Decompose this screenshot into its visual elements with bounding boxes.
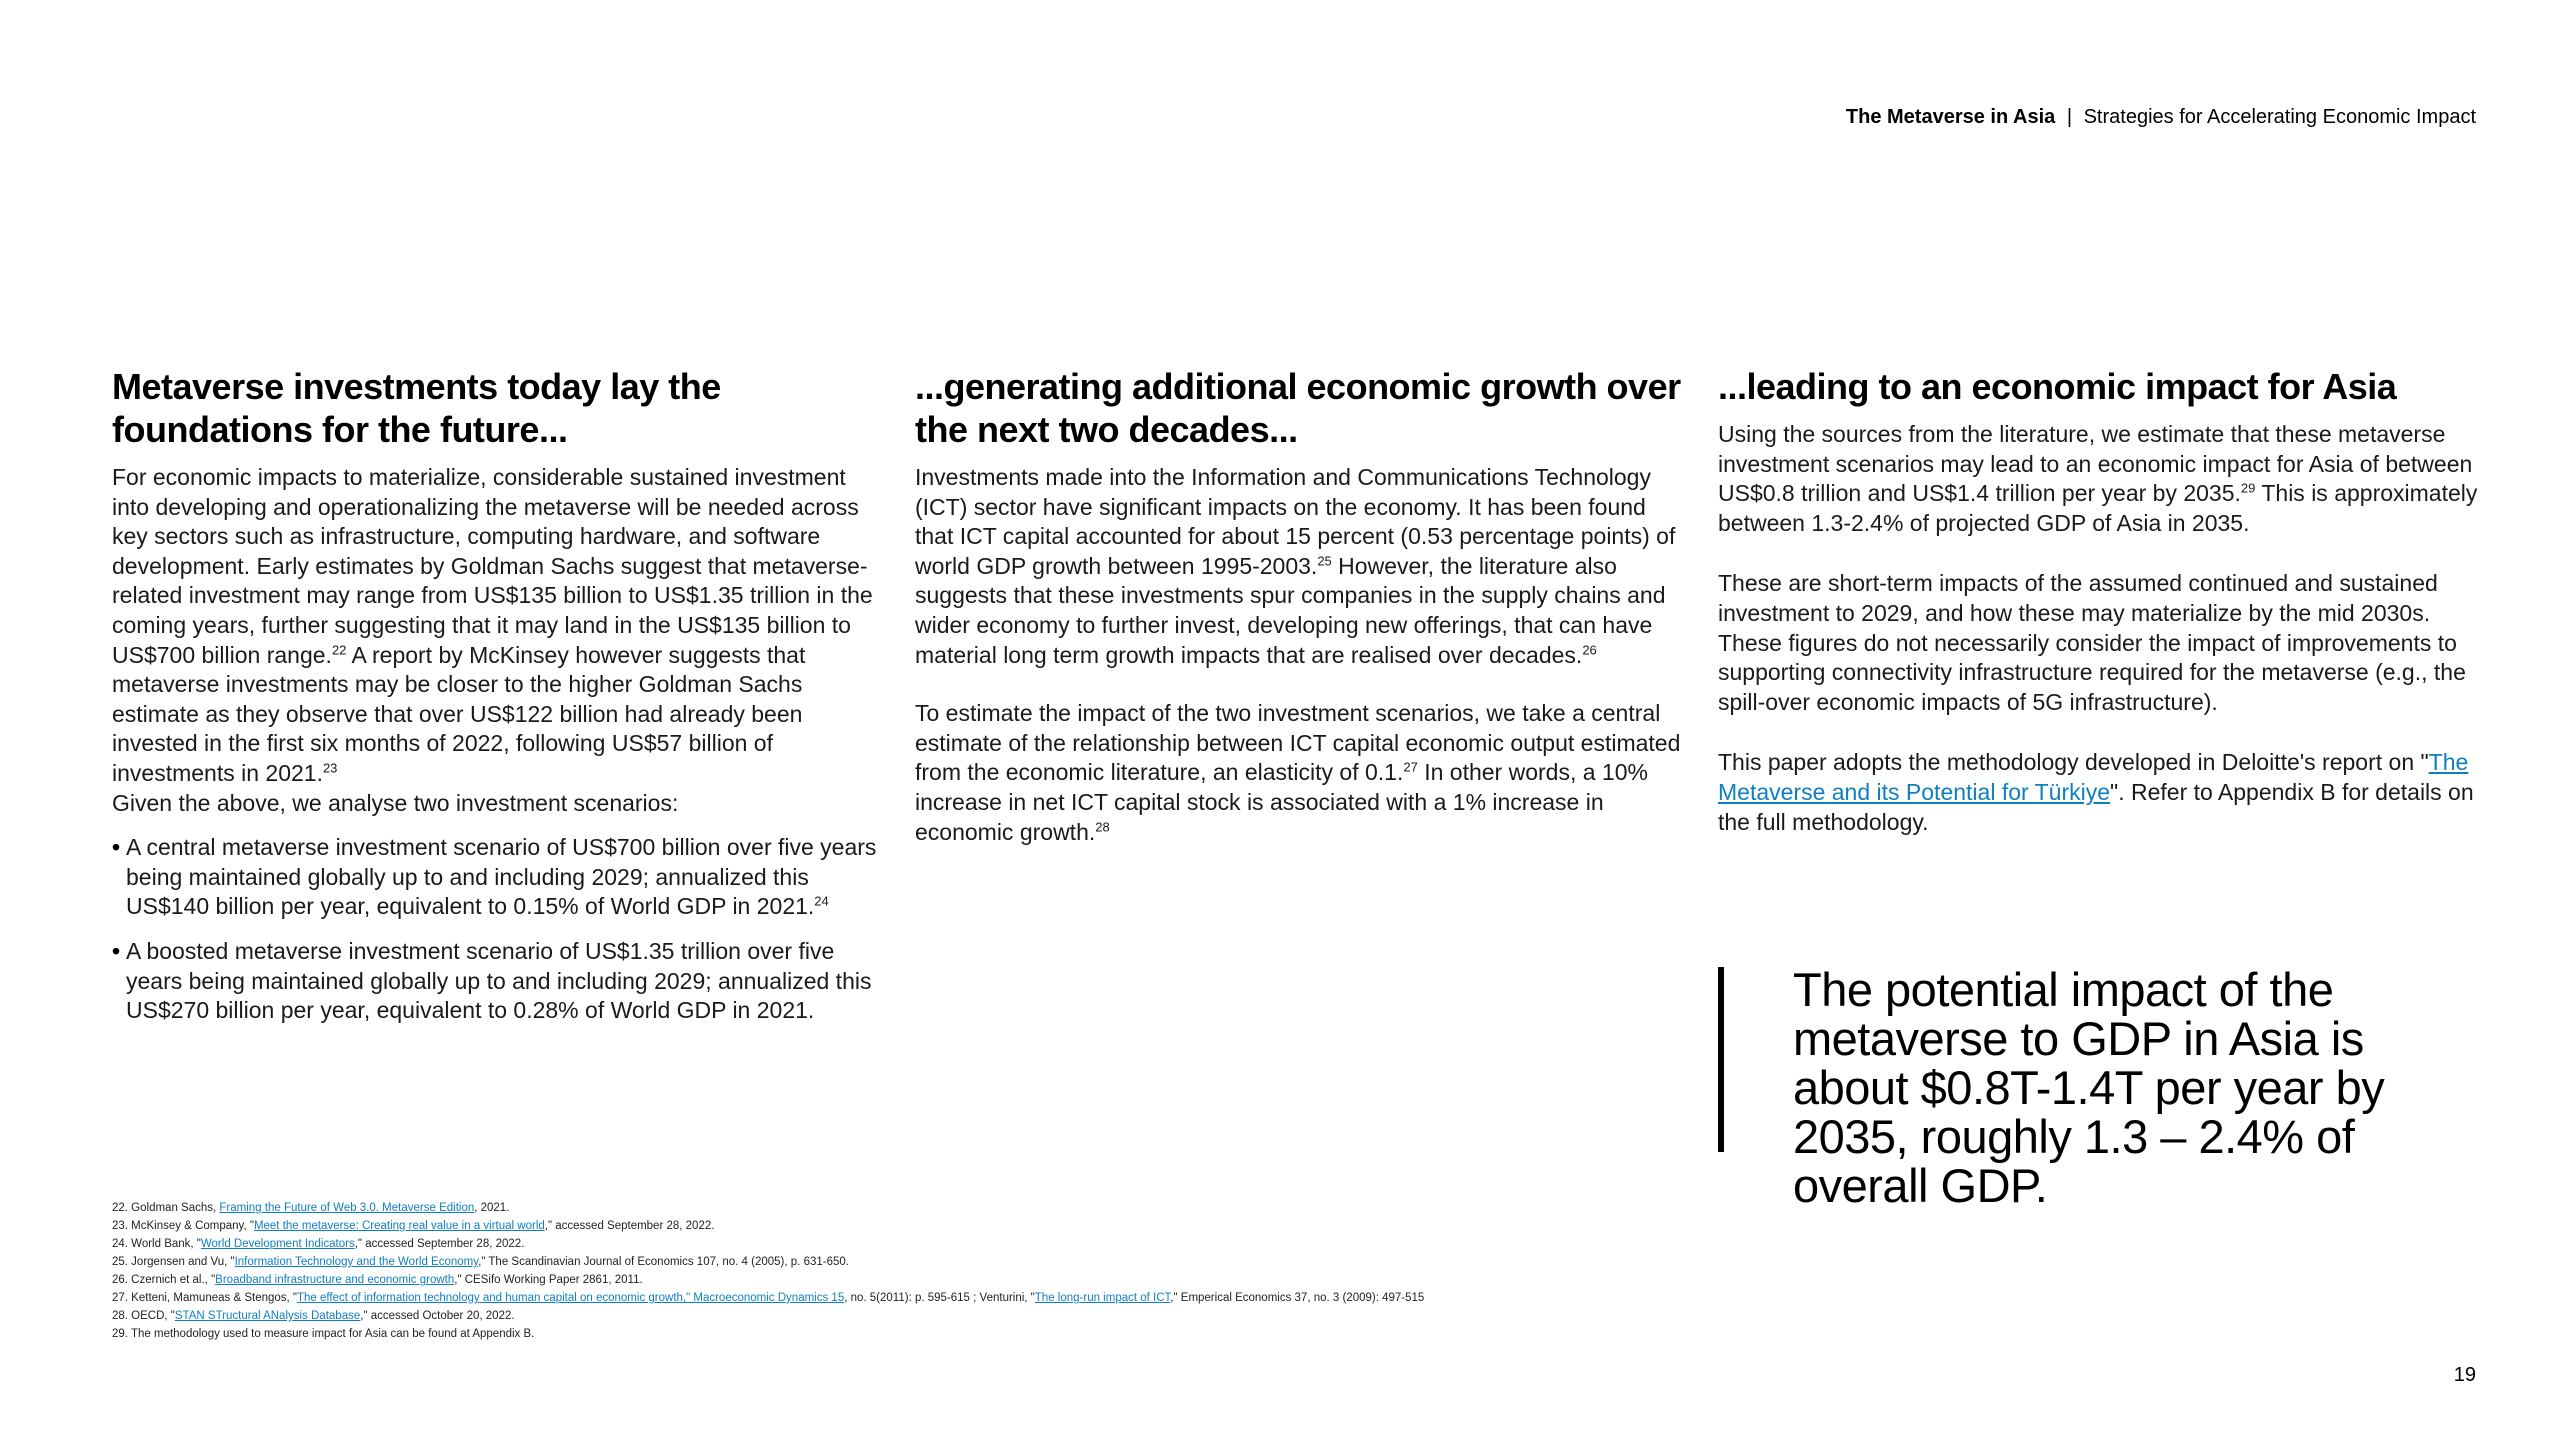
footnote-27 <box>112 1289 1912 1307</box>
footnotes <box>112 1199 1912 1343</box>
footnote-link[interactable]: The effect of information technology and human capital on economic growth," Macroeconomic Dynamics 15 <box>297 1292 845 1304</box>
quote-text: The potential impact of the metaverse to GDP in Asia is about $0.8T-1.4T per year by 2035, roughly 1.3 – 2.4% of overall GDP. <box>1793 963 2385 1212</box>
header-separator: | <box>2066 106 2073 128</box>
column-asia-impact <box>1718 365 2478 837</box>
footnote-25 <box>112 1253 1912 1271</box>
text-segment: However, the literature also suggests that these investments spur companies in the supply chains and wider economy to further invest, developing new offerings, that can have material long term growth impacts that are realised over decades. <box>915 552 1666 668</box>
text-segment: In other words, a 10% increase in net ICT capital stock is associated with a 1% increase in economic growth. <box>915 759 1648 845</box>
text-segment: Using the sources from the literature, we estimate that these metaverse investment scenarios may lead to an economic impact for Asia of between US$0.8 trillion and US$1.4 trillion per year by 2035. <box>1718 421 2473 507</box>
paragraph-investments <box>112 463 880 818</box>
turkiye-report-link[interactable]: The Metaverse and its Potential for Türkiye <box>1718 749 2469 805</box>
footnote-link[interactable]: Framing the Future of Web 3.0. Metaverse Edition <box>219 1202 475 1214</box>
report-subtitle: Strategies for Accelerating Economic Impact <box>2083 106 2476 128</box>
scenario-list <box>112 833 880 1026</box>
paragraph-methodology <box>1718 748 2478 837</box>
scenario-boosted <box>112 937 880 1026</box>
paragraph-short-term: These are short-term impacts of the assumed continued and sustained investment to 2029, and how these may materialize by the mid 2030s. These figures do not necessarily consider the impact of improvements to supporting connectivity infrastructure required for the metaverse (e.g., the spill-over economic impacts of 5G infrastructure). <box>1718 570 2466 715</box>
footnote-link[interactable]: Information Technology and the World Economy <box>234 1256 479 1268</box>
text-segment: Investments made into the Information and Communications Technology (ICT) sector have significant impacts on the economy. It has been found that ICT capital accounted for about 15 percent (0.53 percentage points) of world GDP growth between 1995-2003. <box>915 464 1676 579</box>
footnote-text: 26. Czernich et al., " <box>112 1274 216 1286</box>
footnote-link[interactable]: Broadband infrastructure and economic growth <box>215 1274 455 1286</box>
scenario-central <box>112 833 880 922</box>
page-number: 19 <box>2453 1364 2476 1386</box>
pull-quote <box>1718 963 2478 1212</box>
heading-asia-impact: ...leading to an economic impact for Asia <box>1718 366 2397 407</box>
footnote-23 <box>112 1217 1912 1235</box>
footnote-text: , no. 5(2011): p. 595-615 ; Venturini, " <box>844 1292 1035 1304</box>
text-segment: This paper adopts the methodology developed in Deloitte's report on " <box>1718 749 2429 776</box>
heading-growth: ...generating additional economic growth over the next two decades... <box>915 366 1681 450</box>
footnote-text: 28. OECD, " <box>112 1310 175 1322</box>
footnote-28 <box>112 1307 1912 1325</box>
column-investments <box>112 365 880 1041</box>
paragraph-estimate <box>1718 420 2478 538</box>
footnote-link[interactable]: Meet the metaverse: Creating real value in a virtual world <box>253 1220 545 1232</box>
footnote-text: ," accessed September 28, 2022. <box>544 1220 715 1232</box>
footnote-ref[interactable]: 23 <box>322 760 338 776</box>
footnote-text: ," accessed October 20, 2022. <box>360 1310 515 1322</box>
footnote-22 <box>112 1199 1912 1217</box>
footnote-ref[interactable]: 27 <box>1403 759 1418 775</box>
scenario-central-text: A central metaverse investment scenario of US$700 billion over five years being maintained globally up to and including 2029; annualized this US$140 billion per year, equivalent to 0.15% of World GDP in 2021. <box>126 834 877 920</box>
footnote-text: ," CESifo Working Paper 2861, 2011. <box>454 1274 643 1286</box>
paragraph-elasticity <box>915 699 1683 847</box>
footnote-link[interactable]: The long-run impact of ICT <box>1034 1292 1171 1304</box>
footnote-text: 27. Ketteni, Mamuneas & Stengos, " <box>112 1292 297 1304</box>
footnote-26 <box>112 1271 1912 1289</box>
text-segment: To estimate the impact of the two investment scenarios, we take a central estimate of the relationship between ICT capital economic output estimated from the economic literature, an elasticity of 0.1. <box>915 700 1681 786</box>
footnote-text: ," accessed September 28, 2022. <box>354 1238 525 1250</box>
heading-investments: Metaverse investments today lay the foundations for the future... <box>112 366 721 450</box>
footnote-text: 22. Goldman Sachs, <box>112 1202 220 1214</box>
footnote-ref[interactable]: 26 <box>1582 641 1597 657</box>
footnote-24 <box>112 1235 1912 1253</box>
footnote-text: 23. McKinsey & Company, " <box>112 1220 254 1232</box>
footnote-ref[interactable]: 28 <box>1095 818 1110 834</box>
paragraph-ict-impact <box>915 463 1683 670</box>
footnote-text: 24. World Bank, " <box>112 1238 201 1250</box>
footnote-text: 29. The methodology used to measure impact for Asia can be found at Appendix B. <box>112 1328 535 1340</box>
footnote-text: 25. Jorgensen and Vu, " <box>112 1256 235 1268</box>
footnote-text: ," Emperical Economics 37, no. 3 (2009): 497-515 <box>1170 1292 1425 1304</box>
text-segment: ". Refer to Appendix B for details on the full methodology. <box>1718 778 2474 835</box>
footnote-ref[interactable]: 22 <box>331 641 347 657</box>
column-growth <box>915 365 1683 847</box>
text-segment: A report by McKinsey however suggests that metaverse investments may be closer to the higher Goldman Sachs estimate as they observe that over US$122 billion had already been invested in the first six months of 2022, following US$57 billion of investments in 2021. <box>112 641 806 786</box>
page-header <box>1846 106 2476 129</box>
quote-bar <box>1718 967 1724 1152</box>
footnote-link[interactable]: STAN STructural ANalysis Database <box>174 1310 361 1322</box>
report-title: The Metaverse in Asia <box>1845 106 2056 128</box>
footnote-text: , 2021. <box>474 1202 510 1214</box>
text-segment: This is approximately between 1.3-2.4% of projected GDP of Asia in 2035. <box>1718 480 2478 536</box>
footnote-ref[interactable]: 24 <box>814 893 829 909</box>
footnote-link[interactable]: World Development Indicators <box>200 1238 355 1250</box>
footnote-text: ," The Scandinavian Journal of Economics 107, no. 4 (2005), p. 631-650. <box>478 1256 849 1268</box>
footnote-ref[interactable]: 29 <box>2240 480 2256 496</box>
text-segment: Given the above, we analyse two investment scenarios: <box>112 789 679 816</box>
scenario-boosted-text: A boosted metaverse investment scenario of US$1.35 trillion over five years being maintained globally up to and including 2029; annualized this US$270 billion per year, equivalent to 0.28% of World GDP in 2021. <box>126 937 872 1024</box>
footnote-ref[interactable]: 25 <box>1317 553 1332 569</box>
text-segment: For economic impacts to materialize, considerable sustained investment into developing and operationalizing the metaverse will be needed across key sectors such as infrastructure, computing hardware, and software development. Early estimates by Goldman Sachs suggest that metaverse-related investment may range from US$135 billion to US$1.35 trillion in the coming years, further suggesting that it may land in the US$135 billion to US$700 billion range. <box>112 464 873 668</box>
footnote-29 <box>112 1325 1912 1343</box>
